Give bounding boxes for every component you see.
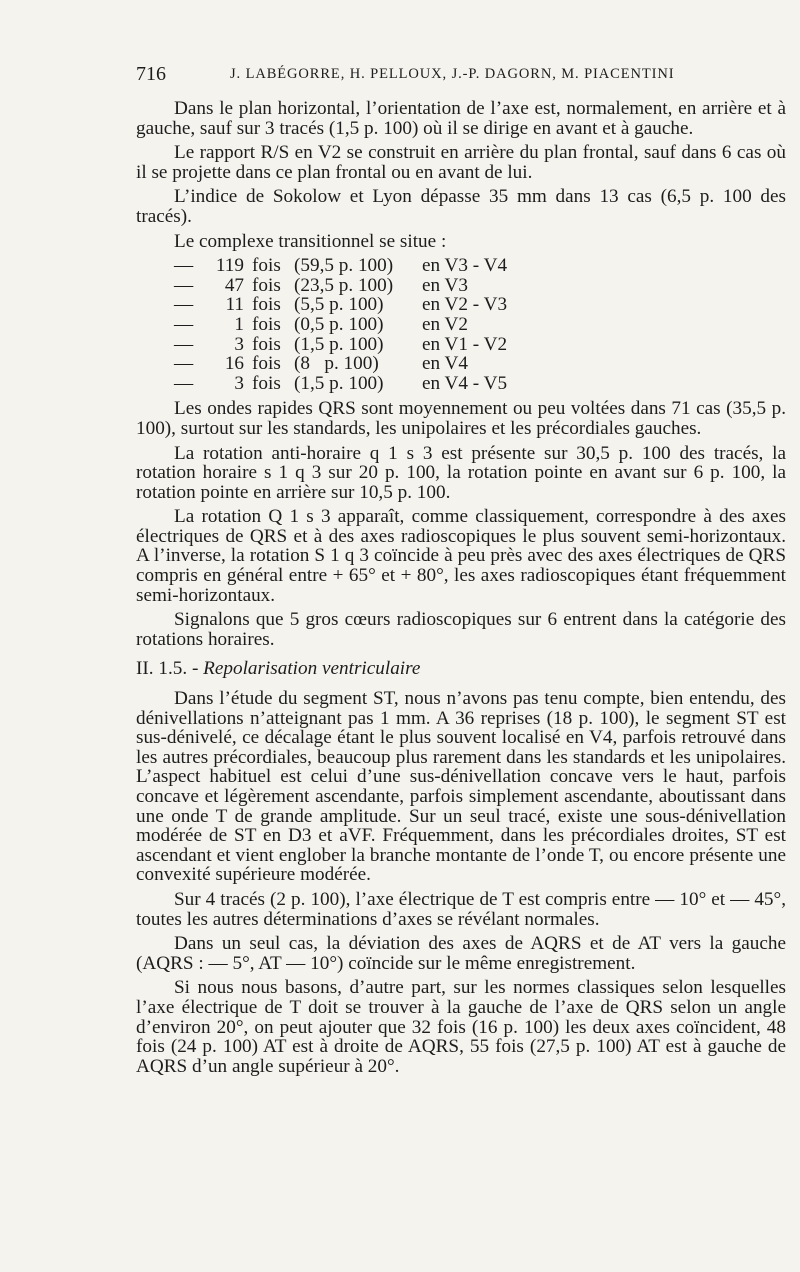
list-location: en V2 (422, 313, 469, 335)
list-count: 119 (215, 255, 244, 277)
list-dash: — (174, 294, 194, 316)
paragraph: La rotation Q 1 s 3 apparaît, comme classiquement, correspondre à des axes électriques de QRS et à des axes radioscopiques le plus souvent semi-horizontaux. A l’inverse, la rotation S 1 q 3 coïncide à peu près avec des axes électriques de QRS compris en général entre + 65° et + 80°, les axes radioscopiques étant fréquemment semi-horizontaux. (136, 506, 786, 606)
list-fois: fois (252, 294, 281, 316)
list-item (174, 335, 786, 355)
list-item (174, 256, 786, 276)
list-count: 47 (224, 274, 244, 296)
list-fois: fois (252, 313, 281, 335)
list-fois: fois (252, 353, 281, 375)
list-percent: (1,5 p. 100) (294, 333, 384, 355)
paragraph: Sur 4 tracés (2 p. 100), l’axe électrique de T est compris entre — 10° et — 45°, toutes les autres déterminations d’axes se révélant normales. (136, 888, 786, 930)
list-fois: fois (252, 333, 281, 355)
list-dash: — (174, 372, 194, 394)
list-percent: (1,5 p. 100) (294, 372, 384, 394)
list-dash: — (174, 274, 194, 296)
list-item (174, 315, 786, 335)
list-location: en V3 - V4 (422, 255, 508, 277)
list-item (174, 374, 786, 394)
paragraph: Le complexe transitionnel se situe : (174, 230, 447, 252)
list-percent: (23,5 p. 100) (294, 274, 394, 296)
list-percent: (0,5 p. 100) (294, 313, 384, 335)
list-location: en V1 - V2 (422, 333, 508, 355)
list-fois: fois (252, 372, 281, 394)
list-dash: — (174, 313, 194, 335)
list-location: en V3 (422, 274, 469, 296)
list-count: 16 (224, 353, 244, 375)
list-fois: fois (252, 274, 281, 296)
section-number: II. 1.5. - (136, 658, 199, 680)
list-percent: (8 p. 100) (294, 353, 379, 375)
list-item (174, 354, 786, 374)
page-number: 716 (136, 63, 166, 85)
paragraph: La rotation anti-horaire q 1 s 3 est présente sur 30,5 p. 100 des tracés, la rotation horaire s 1 q 3 sur 20 p. 100, la rotation pointe en avant sur 6 p. 100, la rotation pointe en arrière sur 10,5 p. 100. (136, 442, 786, 503)
list-location: en V4 - V5 (422, 372, 508, 394)
list-item (174, 295, 786, 315)
list-location: en V2 - V3 (422, 294, 508, 316)
section-heading (136, 659, 786, 679)
list-count: 3 (234, 372, 244, 394)
list-item (174, 276, 786, 296)
section-title: Repolarisation ventriculaire (203, 658, 421, 680)
list-dash: — (174, 333, 194, 355)
paragraph: Si nous nous basons, d’autre part, sur les normes classiques selon lesquelles l’axe électrique de T doit se trouver à la gauche de l’axe de QRS selon un angle d’environ 20°, on peut ajouter que 32 fois (16 p. 100) les deux axes coïncident, 48 fois (24 p. 100) AT est à droite de AQRS, 55 fois (27,5 p. 100) AT est à gauche de AQRS d’un angle supérieur à 20°. (136, 977, 786, 1077)
paragraph: Dans l’étude du segment ST, nous n’avons pas tenu compte, bien entendu, des dénivellations n’atteignant pas 1 mm. A 36 reprises (18 p. 100), le segment ST est sus-dénivelé, ce décalage étant le plus souvent localisé en V4, parfois retrouvé dans les autres précordiales, beaucoup plus rarement dans les standards et les unipolaires. L’aspect habituel est celui d’une sus-dénivellation concave vers le haut, parfois concave et légèrement ascendante, parfois simplement ascendante, aboutissant dans une onde T de grande amplitude. Sur un seul tracé, existe une sous-dénivellation modérée de ST en D3 et aVF. Fréquemment, dans les précordiales droites, ST est ascendant et vient englober la branche montante de l’onde T, ou encore présente une convexité supérieure modérée. (136, 688, 786, 886)
transition-complex-list (174, 256, 786, 393)
list-count: 1 (234, 313, 244, 335)
paragraph: Dans un seul cas, la déviation des axes de AQRS et de AT vers la gauche (AQRS : — 5°, AT — 10°) coïncide sur le même enregistrement. (136, 933, 786, 974)
list-count: 11 (225, 294, 244, 316)
page-header (136, 63, 786, 85)
paragraph: Les ondes rapides QRS sont moyennement ou peu voltées dans 71 cas (35,5 p. 100), surtout sur les standards, les unipolaires et les précordiales gauches. (136, 398, 786, 439)
paragraph: Le rapport R/S en V2 se construit en arrière du plan frontal, sauf dans 6 cas où il se projette dans ce plan frontal ou en avant de lui. (136, 142, 786, 183)
list-dash: — (174, 255, 194, 277)
paragraph: Signalons que 5 gros cœurs radioscopiques sur 6 entrent dans la catégorie des rotations horaires. (136, 609, 786, 650)
paragraph: L’indice de Sokolow et Lyon dépasse 35 mm dans 13 cas (6,5 p. 100 des tracés). (136, 186, 786, 227)
body-text (136, 99, 786, 1081)
list-fois: fois (252, 255, 281, 277)
running-head-authors: J. LABÉGORRE, H. PELLOUX, J.-P. DAGORN, M. PIACENTINI (230, 66, 675, 82)
list-location: en V4 (422, 353, 469, 375)
list-percent: (5,5 p. 100) (294, 294, 384, 316)
list-count: 3 (234, 333, 244, 355)
paragraph: Dans le plan horizontal, l’orientation de l’axe est, normalement, en arrière et à gauche, sauf sur 3 tracés (1,5 p. 100) où il se dirige en avant et à gauche. (136, 98, 786, 139)
list-dash: — (174, 353, 194, 375)
list-percent: (59,5 p. 100) (294, 255, 394, 277)
